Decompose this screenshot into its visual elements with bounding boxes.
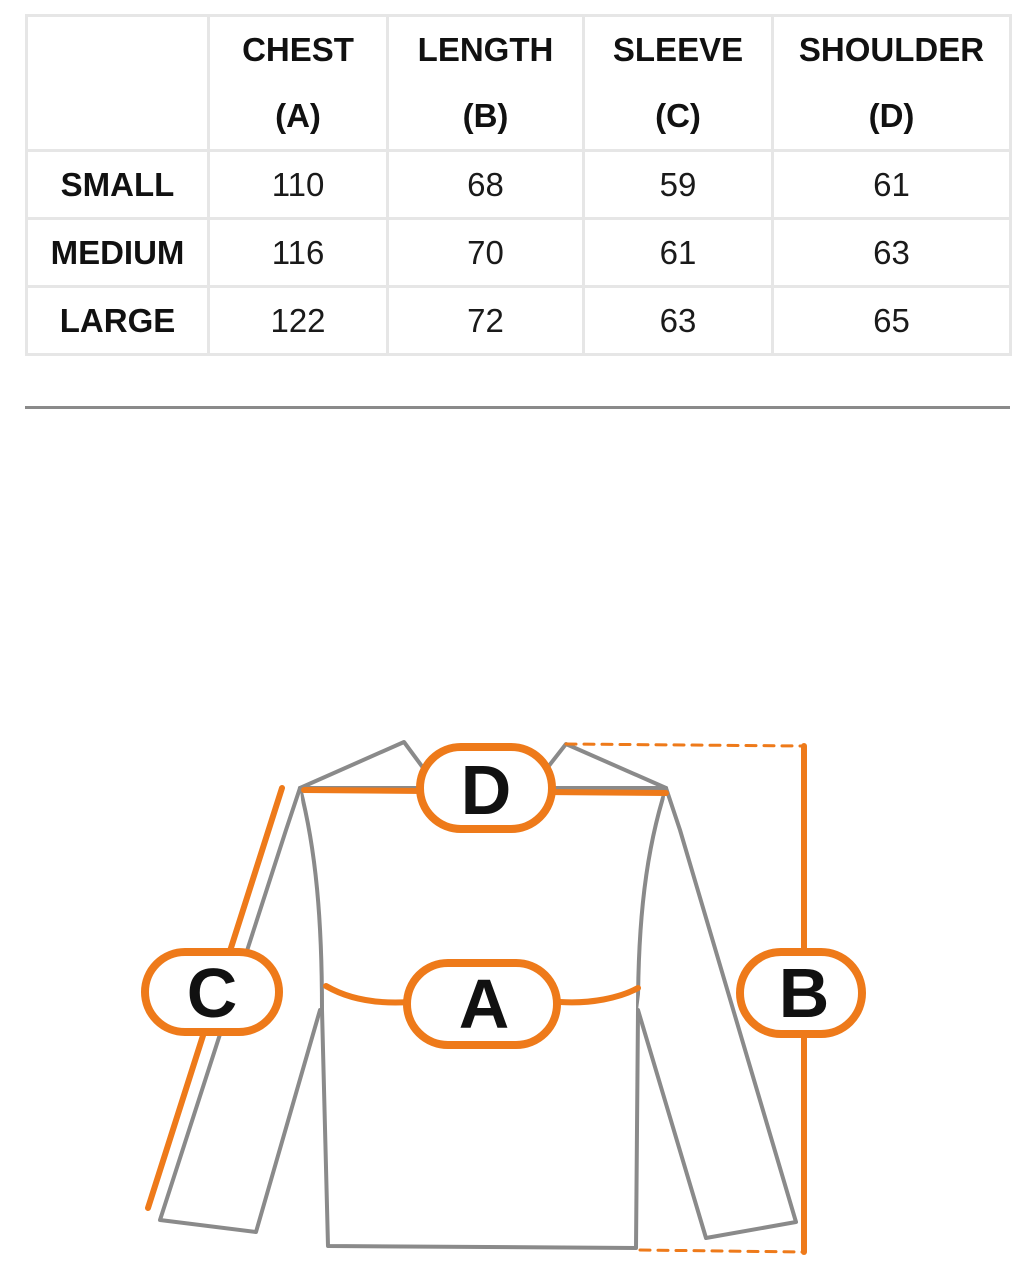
cell-medium-sleeve: 61 xyxy=(584,219,773,287)
size-chart-table xyxy=(25,14,1012,356)
table-row-large xyxy=(27,287,1011,355)
header-corner-cell xyxy=(27,16,209,151)
measurement-diagram xyxy=(0,700,1024,1280)
label-a-text: A xyxy=(458,965,510,1043)
header-chest-name: CHEST xyxy=(242,31,354,68)
header-sleeve xyxy=(584,16,773,151)
label-c-badge xyxy=(145,952,279,1032)
header-sleeve-code: (C) xyxy=(655,97,701,134)
cell-medium-shoulder: 63 xyxy=(773,219,1011,287)
cell-small-chest: 110 xyxy=(209,151,388,219)
length-bottom-guide xyxy=(640,1250,804,1252)
label-d-text: D xyxy=(460,751,512,829)
table-row-small xyxy=(27,151,1011,219)
label-b-text: B xyxy=(778,954,830,1032)
cell-small-length: 68 xyxy=(388,151,584,219)
header-sleeve-name: SLEEVE xyxy=(612,31,744,68)
header-chest xyxy=(209,16,388,151)
cell-small-shoulder: 61 xyxy=(773,151,1011,219)
table-row-medium xyxy=(27,219,1011,287)
length-top-guide xyxy=(566,744,804,746)
label-d-badge xyxy=(420,747,552,829)
header-length-code: (B) xyxy=(462,97,509,134)
header-length xyxy=(388,16,584,151)
header-shoulder-name: SHOULDER xyxy=(798,31,985,68)
cell-small-sleeve: 59 xyxy=(584,151,773,219)
header-chest-code: (A) xyxy=(275,97,321,134)
label-b-badge xyxy=(740,952,862,1034)
cell-medium-length: 70 xyxy=(388,219,584,287)
header-length-name: LENGTH xyxy=(417,31,554,68)
label-c-text: C xyxy=(186,954,238,1032)
cell-large-length: 72 xyxy=(388,287,584,355)
header-shoulder-code: (D) xyxy=(868,97,915,134)
table-header-row xyxy=(27,16,1011,151)
label-a-badge xyxy=(407,963,557,1045)
row-label-medium: MEDIUM xyxy=(27,219,209,287)
cell-large-shoulder: 65 xyxy=(773,287,1011,355)
row-label-large: LARGE xyxy=(27,287,209,355)
cell-large-sleeve: 63 xyxy=(584,287,773,355)
section-divider xyxy=(25,406,1010,409)
cell-large-chest: 122 xyxy=(209,287,388,355)
row-label-small: SMALL xyxy=(27,151,209,219)
header-shoulder xyxy=(773,16,1011,151)
cell-medium-chest: 116 xyxy=(209,219,388,287)
